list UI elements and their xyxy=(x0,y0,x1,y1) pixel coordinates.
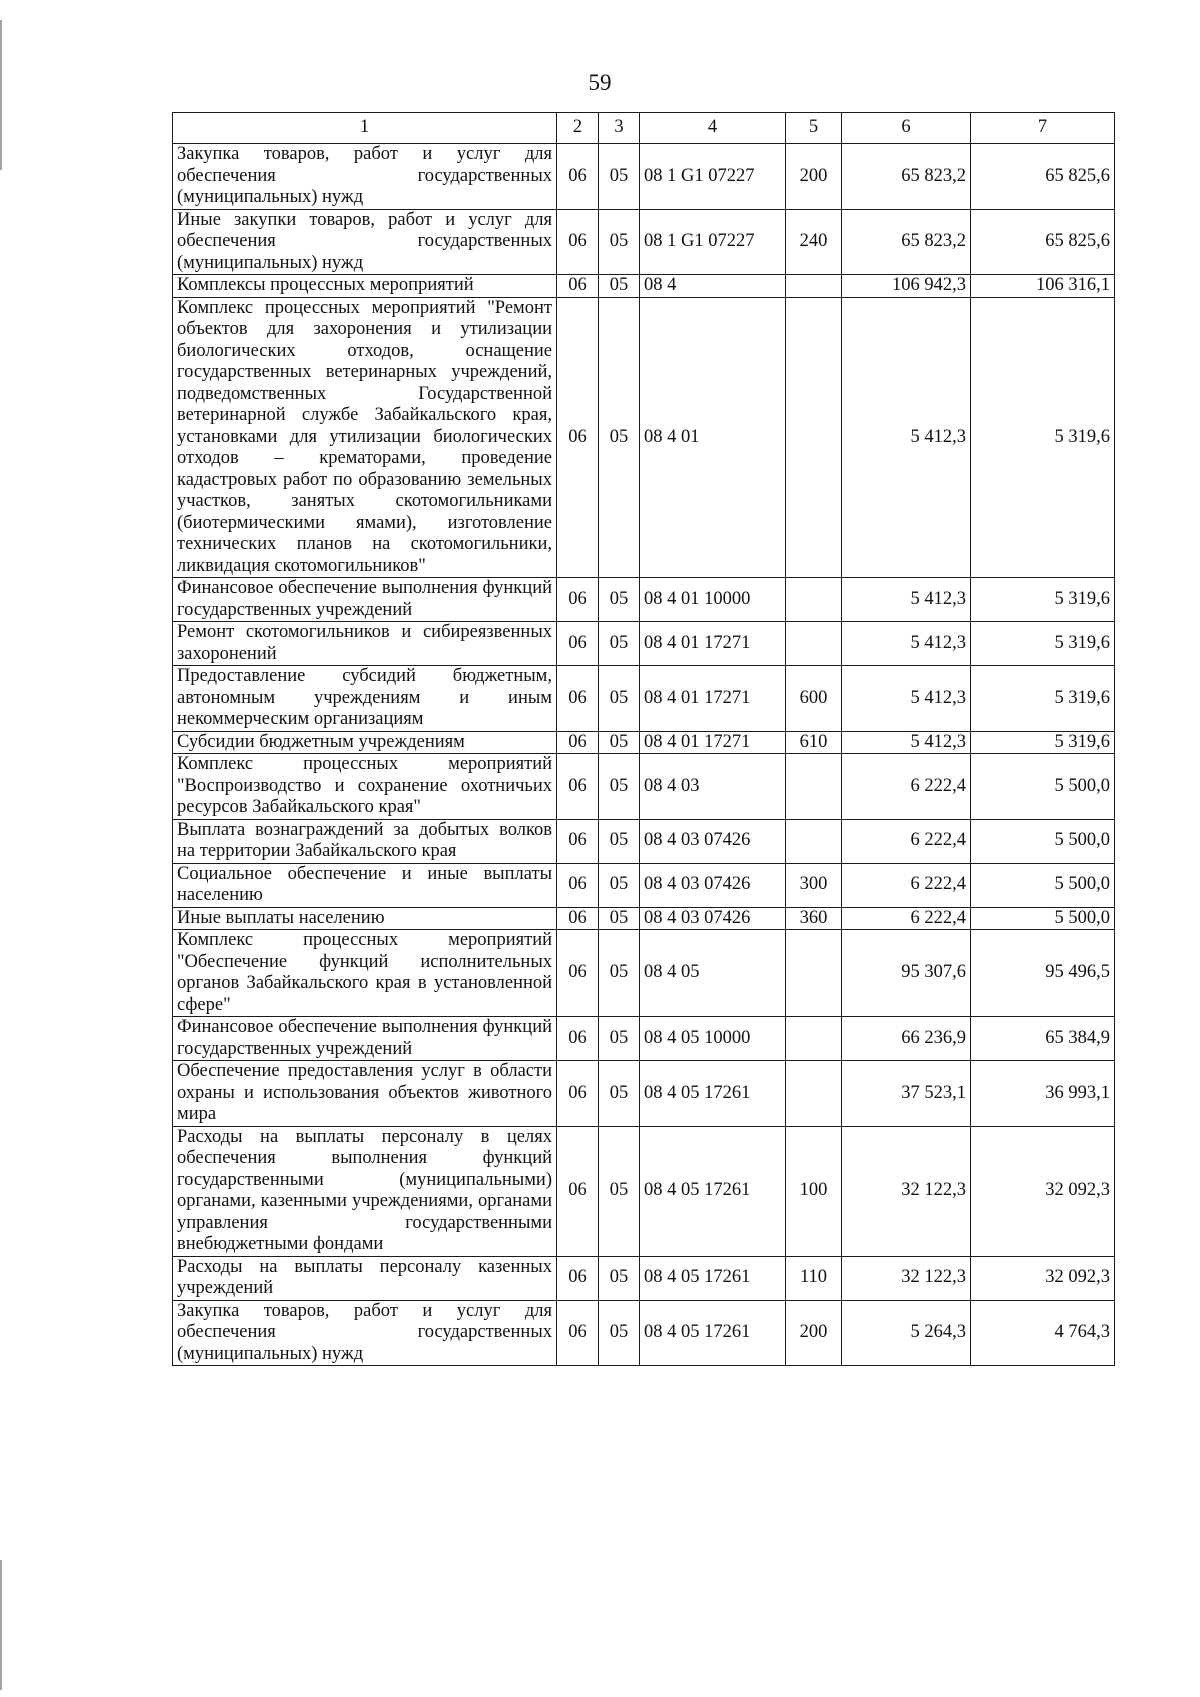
cell-amount-2: 5 500,0 xyxy=(971,819,1115,863)
table-row xyxy=(173,1126,1115,1256)
cell-section: 06 xyxy=(557,622,599,666)
cell-subsection: 05 xyxy=(599,1256,640,1300)
cell-subsection: 05 xyxy=(599,907,640,930)
cell-expense-type xyxy=(786,1017,842,1061)
header-row xyxy=(173,113,1115,144)
table-row xyxy=(173,144,1115,210)
cell-section: 06 xyxy=(557,1256,599,1300)
table-row xyxy=(173,863,1115,907)
cell-section: 06 xyxy=(557,907,599,930)
cell-amount-2: 65 825,6 xyxy=(971,209,1115,275)
table-row xyxy=(173,1256,1115,1300)
table-row xyxy=(173,1300,1115,1366)
cell-target-article: 08 1 G1 07227 xyxy=(640,209,786,275)
cell-amount-2: 106 316,1 xyxy=(971,275,1115,298)
cell-name: Социальное обеспечение и иные выплаты населению xyxy=(173,863,557,907)
table-row xyxy=(173,731,1115,754)
cell-subsection: 05 xyxy=(599,863,640,907)
table-row xyxy=(173,819,1115,863)
cell-subsection: 05 xyxy=(599,930,640,1017)
cell-target-article: 08 4 05 10000 xyxy=(640,1017,786,1061)
cell-section: 06 xyxy=(557,863,599,907)
cell-amount-2: 95 496,5 xyxy=(971,930,1115,1017)
budget-table xyxy=(172,112,1115,1366)
cell-subsection: 05 xyxy=(599,754,640,820)
cell-amount-1: 5 412,3 xyxy=(842,297,971,578)
table-row xyxy=(173,578,1115,622)
cell-section: 06 xyxy=(557,297,599,578)
cell-name: Расходы на выплаты персоналу в целях обеспечения выполнения функций государственными (муниципальными) органами, казенными учреждениями, органами управления государственными внебюджетными фондами xyxy=(173,1126,557,1256)
cell-expense-type: 300 xyxy=(786,863,842,907)
cell-amount-1: 65 823,2 xyxy=(842,209,971,275)
cell-amount-1: 6 222,4 xyxy=(842,754,971,820)
cell-expense-type xyxy=(786,578,842,622)
cell-section: 06 xyxy=(557,144,599,210)
cell-target-article: 08 4 01 17271 xyxy=(640,622,786,666)
cell-section: 06 xyxy=(557,731,599,754)
cell-amount-2: 65 825,6 xyxy=(971,144,1115,210)
cell-subsection: 05 xyxy=(599,144,640,210)
cell-section: 06 xyxy=(557,666,599,732)
cell-amount-2: 65 384,9 xyxy=(971,1017,1115,1061)
cell-target-article: 08 4 03 07426 xyxy=(640,907,786,930)
cell-expense-type: 100 xyxy=(786,1126,842,1256)
table-row xyxy=(173,1061,1115,1127)
cell-name: Финансовое обеспечение выполнения функций государственных учреждений xyxy=(173,578,557,622)
cell-expense-type: 240 xyxy=(786,209,842,275)
cell-target-article: 08 4 01 17271 xyxy=(640,666,786,732)
header-col-1: 1 xyxy=(173,113,557,144)
cell-section: 06 xyxy=(557,1126,599,1256)
cell-section: 06 xyxy=(557,209,599,275)
cell-target-article: 08 4 03 07426 xyxy=(640,863,786,907)
cell-subsection: 05 xyxy=(599,209,640,275)
table-row xyxy=(173,297,1115,578)
cell-expense-type: 110 xyxy=(786,1256,842,1300)
cell-subsection: 05 xyxy=(599,819,640,863)
cell-name: Обеспечение предоставления услуг в области охраны и использования объектов животного мира xyxy=(173,1061,557,1127)
cell-name: Выплата вознаграждений за добытых волков на территории Забайкальского края xyxy=(173,819,557,863)
table-row xyxy=(173,907,1115,930)
cell-amount-1: 5 412,3 xyxy=(842,666,971,732)
cell-target-article: 08 4 01 xyxy=(640,297,786,578)
cell-amount-2: 5 319,6 xyxy=(971,731,1115,754)
cell-expense-type: 610 xyxy=(786,731,842,754)
cell-name: Предоставление субсидий бюджетным, автономным учреждениям и иным некоммерческим организациям xyxy=(173,666,557,732)
cell-name: Иные выплаты населению xyxy=(173,907,557,930)
cell-subsection: 05 xyxy=(599,1126,640,1256)
cell-name: Закупка товаров, работ и услуг для обеспечения государственных (муниципальных) нужд xyxy=(173,1300,557,1366)
cell-expense-type xyxy=(786,297,842,578)
scan-edge-mark xyxy=(0,1560,2,1690)
header-col-7: 7 xyxy=(971,113,1115,144)
cell-amount-1: 6 222,4 xyxy=(842,863,971,907)
cell-name: Субсидии бюджетным учреждениям xyxy=(173,731,557,754)
cell-amount-1: 5 264,3 xyxy=(842,1300,971,1366)
cell-subsection: 05 xyxy=(599,578,640,622)
cell-amount-1: 106 942,3 xyxy=(842,275,971,298)
cell-amount-1: 37 523,1 xyxy=(842,1061,971,1127)
cell-expense-type xyxy=(786,754,842,820)
cell-amount-1: 95 307,6 xyxy=(842,930,971,1017)
cell-amount-2: 32 092,3 xyxy=(971,1256,1115,1300)
cell-expense-type xyxy=(786,930,842,1017)
cell-amount-1: 6 222,4 xyxy=(842,907,971,930)
cell-name: Закупка товаров, работ и услуг для обеспечения государственных (муниципальных) нужд xyxy=(173,144,557,210)
cell-amount-2: 36 993,1 xyxy=(971,1061,1115,1127)
table-body xyxy=(173,144,1115,1366)
header-col-5: 5 xyxy=(786,113,842,144)
table-row xyxy=(173,622,1115,666)
cell-expense-type: 200 xyxy=(786,144,842,210)
cell-amount-1: 5 412,3 xyxy=(842,578,971,622)
cell-amount-1: 66 236,9 xyxy=(842,1017,971,1061)
cell-target-article: 08 4 01 17271 xyxy=(640,731,786,754)
cell-section: 06 xyxy=(557,819,599,863)
cell-amount-2: 5 500,0 xyxy=(971,754,1115,820)
cell-subsection: 05 xyxy=(599,1017,640,1061)
page-number: 59 xyxy=(588,70,612,95)
cell-amount-2: 5 500,0 xyxy=(971,863,1115,907)
header-col-3: 3 xyxy=(599,113,640,144)
cell-name: Комплекс процессных мероприятий "Воспроизводство и сохранение охотничьих ресурсов Забайкальского края" xyxy=(173,754,557,820)
scan-edge-mark xyxy=(0,20,2,170)
cell-target-article: 08 4 05 17261 xyxy=(640,1061,786,1127)
cell-name: Ремонт скотомогильников и сибиреязвенных захоронений xyxy=(173,622,557,666)
cell-expense-type xyxy=(786,622,842,666)
table-row xyxy=(173,754,1115,820)
table-row xyxy=(173,666,1115,732)
cell-section: 06 xyxy=(557,275,599,298)
cell-amount-2: 5 500,0 xyxy=(971,907,1115,930)
cell-target-article: 08 4 05 17261 xyxy=(640,1300,786,1366)
cell-name: Комплекс процессных мероприятий "Ремонт объектов для захоронения и утилизации биологических отходов, оснащение государственных ветеринарных учреждений, подведомственных Государственной ветеринарной службе Забайкальского края, установками для утилизации биологических отходов – крематорами, проведение кадастровых работ по образованию земельных участков, занятых скотомогильниками (биотермическими ямами), изготовление технических планов на скотомогильники, ликвидация скотомогильников" xyxy=(173,297,557,578)
cell-name: Комплекс процессных мероприятий "Обеспечение функций исполнительных органов Забайкальского края в установленной сфере" xyxy=(173,930,557,1017)
header-col-4: 4 xyxy=(640,113,786,144)
cell-target-article: 08 4 05 17261 xyxy=(640,1126,786,1256)
cell-name: Комплексы процессных мероприятий xyxy=(173,275,557,298)
cell-target-article: 08 4 01 10000 xyxy=(640,578,786,622)
cell-amount-1: 65 823,2 xyxy=(842,144,971,210)
cell-amount-2: 5 319,6 xyxy=(971,666,1115,732)
cell-expense-type xyxy=(786,275,842,298)
cell-expense-type: 200 xyxy=(786,1300,842,1366)
cell-name: Расходы на выплаты персоналу казенных учреждений xyxy=(173,1256,557,1300)
cell-amount-1: 5 412,3 xyxy=(842,622,971,666)
cell-subsection: 05 xyxy=(599,275,640,298)
cell-target-article: 08 4 03 07426 xyxy=(640,819,786,863)
table-row xyxy=(173,209,1115,275)
cell-expense-type: 600 xyxy=(786,666,842,732)
cell-target-article: 08 4 xyxy=(640,275,786,298)
cell-name: Иные закупки товаров, работ и услуг для обеспечения государственных (муниципальных) нужд xyxy=(173,209,557,275)
cell-expense-type xyxy=(786,819,842,863)
cell-expense-type: 360 xyxy=(786,907,842,930)
cell-amount-2: 4 764,3 xyxy=(971,1300,1115,1366)
cell-amount-1: 32 122,3 xyxy=(842,1126,971,1256)
cell-section: 06 xyxy=(557,930,599,1017)
cell-subsection: 05 xyxy=(599,1061,640,1127)
cell-section: 06 xyxy=(557,754,599,820)
cell-amount-2: 5 319,6 xyxy=(971,622,1115,666)
cell-subsection: 05 xyxy=(599,1300,640,1366)
cell-amount-2: 32 092,3 xyxy=(971,1126,1115,1256)
cell-amount-1: 32 122,3 xyxy=(842,1256,971,1300)
table-row xyxy=(173,275,1115,298)
table-row xyxy=(173,1017,1115,1061)
header-col-6: 6 xyxy=(842,113,971,144)
cell-name: Финансовое обеспечение выполнения функций государственных учреждений xyxy=(173,1017,557,1061)
cell-section: 06 xyxy=(557,1300,599,1366)
cell-subsection: 05 xyxy=(599,297,640,578)
cell-amount-1: 6 222,4 xyxy=(842,819,971,863)
cell-subsection: 05 xyxy=(599,666,640,732)
table-row xyxy=(173,930,1115,1017)
cell-amount-2: 5 319,6 xyxy=(971,578,1115,622)
cell-amount-1: 5 412,3 xyxy=(842,731,971,754)
cell-expense-type xyxy=(786,1061,842,1127)
cell-section: 06 xyxy=(557,1061,599,1127)
cell-target-article: 08 4 03 xyxy=(640,754,786,820)
cell-target-article: 08 4 05 17261 xyxy=(640,1256,786,1300)
cell-amount-2: 5 319,6 xyxy=(971,297,1115,578)
cell-section: 06 xyxy=(557,1017,599,1061)
header-col-2: 2 xyxy=(557,113,599,144)
cell-subsection: 05 xyxy=(599,731,640,754)
cell-subsection: 05 xyxy=(599,622,640,666)
cell-target-article: 08 1 G1 07227 xyxy=(640,144,786,210)
cell-target-article: 08 4 05 xyxy=(640,930,786,1017)
cell-section: 06 xyxy=(557,578,599,622)
